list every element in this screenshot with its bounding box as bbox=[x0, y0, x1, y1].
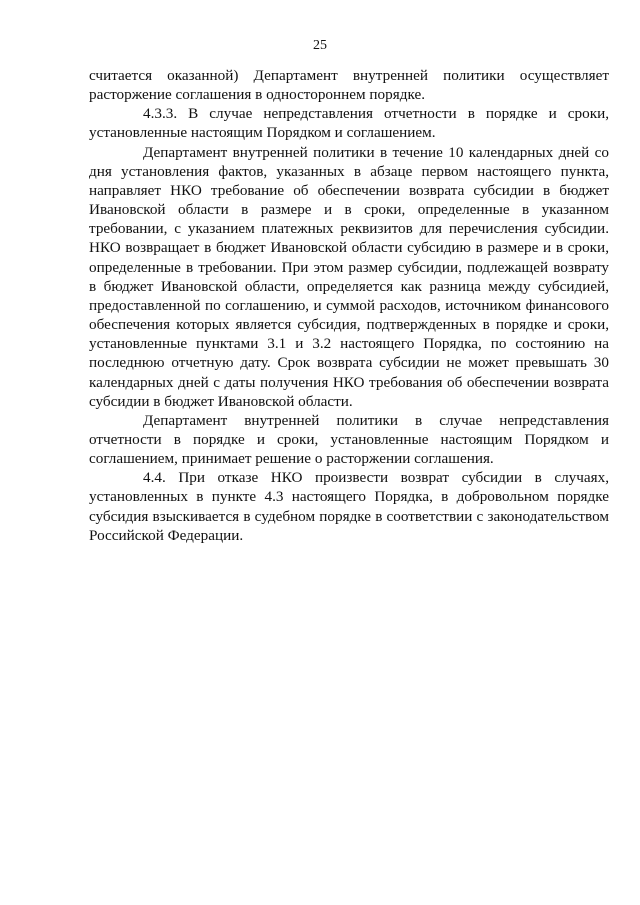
paragraph-termination-decision: Департамент внутренней политики в случае непредставления отчетности в порядке и сроки, установленные настоящим Порядком и соглашением, принимает решение о расторжении соглашения. bbox=[89, 411, 609, 468]
paragraph-4-3-3: 4.3.3. В случае непредставления отчетности в порядке и сроки, установленные настоящим Порядком и соглашением. bbox=[89, 105, 609, 142]
paragraph-4-4: 4.4. При отказе НКО произвести возврат субсидии в случаях, установленных в пункте 4.3 настоящего Порядка, в добровольном порядке субсидия взыскивается в судебном порядке в соответствии с законодательством Российской Федерации. bbox=[89, 469, 609, 544]
page-number: 25 bbox=[313, 38, 327, 53]
document-body bbox=[89, 66, 609, 545]
paragraph-refund-requirement: Департамент внутренней политики в течение 10 календарных дней со дня установления фактов, указанных в абзаце первом настоящего пункта, направляет НКО требование об обеспечении возврата субсидии в бюджет Ивановской области в размере и в сроки, определенные в указанном требовании, с указанием платежных реквизитов для перечисления субсидии. НКО возвращает в бюджет Ивановской области субсидию в размере и в сроки, определенные в требовании. При этом размер субсидии, подлежащей возврату в бюджет Ивановской области, определяется как разница между субсидией, предоставленной по соглашению, и суммой расходов, источником финансового обеспечения которых является субсидия, подтвержденных в порядке и сроки, установленные пунктами 3.1 и 3.2 настоящего Порядка, по состоянию на последнюю отчетную дату. Срок возврата субсидии не может превышать 30 календарных дней с даты получения НКО требования об обеспечении возврата субсидии в бюджет Ивановской области. bbox=[89, 143, 609, 410]
paragraph-continuation: считается оказанной) Департамент внутренней политики осуществляет расторжение соглашения в одностороннем порядке. bbox=[89, 67, 609, 104]
